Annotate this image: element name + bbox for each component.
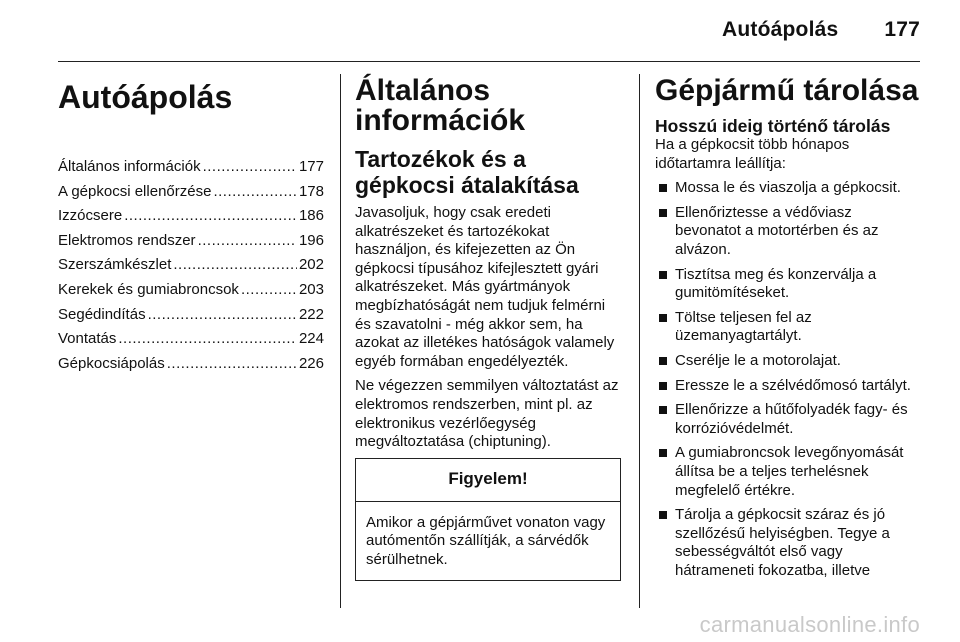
list-item-text: A gumiabroncsok levegőnyomását állítsa be a teljes terhelésnek megfelelő értékre. bbox=[675, 444, 904, 499]
toc-entry-page: 226 bbox=[298, 354, 324, 372]
toc-entry[interactable] bbox=[58, 232, 324, 257]
toc-leader bbox=[213, 183, 297, 200]
bullet-icon bbox=[659, 406, 667, 414]
subsection-title: Hosszú ideig történő tárolás bbox=[655, 116, 891, 136]
bullet-icon bbox=[659, 357, 667, 365]
bullet-icon bbox=[659, 511, 667, 519]
header-divider bbox=[58, 61, 920, 62]
header-section-title: Autóápolás bbox=[722, 18, 839, 41]
warning-title: Figyelem! bbox=[356, 459, 620, 502]
list-item bbox=[655, 444, 920, 500]
toc-entry-page: 203 bbox=[298, 280, 324, 298]
page-header bbox=[722, 18, 920, 42]
list-item-text: Tárolja a gépkocsit száraz és jó szellőzésű helyiségben. Tegye a sebességváltót első vagy hátrameneti fokozatba, illetve bbox=[675, 506, 890, 579]
bullet-icon bbox=[659, 184, 667, 192]
toc-entry[interactable] bbox=[58, 256, 324, 281]
paragraph: Ne végezzen semmilyen változtatást az elektromos rendszerben, mint pl. az elektronikus vezérlőegység megváltoztatása (chiptuning). bbox=[355, 377, 619, 451]
warning-box bbox=[355, 458, 621, 581]
toc-entry-page: 186 bbox=[298, 207, 324, 225]
toc-entry-label: Kerekek és gumiabroncsok bbox=[58, 280, 239, 298]
toc-leader bbox=[124, 207, 297, 224]
toc-entry-label: Általános információk bbox=[58, 158, 201, 175]
list-item-text: Tisztítsa meg és konzerválja a gumitömítéseket. bbox=[675, 265, 877, 302]
warning-text: Amikor a gépjárművet vonaton vagy autómentőn szállítják, a sárvédők sérülhetnek. bbox=[366, 513, 606, 568]
list-item-text: Mossa le és viaszolja a gépkocsit. bbox=[675, 179, 901, 197]
list-item-text: Ellenőrizze a hűtőfolyadék fagy- és korrózióvédelmét. bbox=[675, 401, 908, 437]
toc-entry-page: 222 bbox=[298, 305, 324, 323]
toc-entry-label: Szerszámkészlet bbox=[58, 256, 172, 274]
list-item-text: Ellenőriztesse a védőviasz bevonatot a motortérben és az alvázon. bbox=[675, 203, 879, 258]
bullet-icon bbox=[659, 314, 667, 322]
toc-leader bbox=[148, 306, 297, 323]
bullet-icon bbox=[659, 271, 667, 279]
toc-entry[interactable] bbox=[58, 306, 324, 331]
paragraph: Javasoljuk, hogy csak eredeti alkatrészeket és tartozékokat használjon, és kifejezetten az Ön gépkocsi típusához kifejlesztett gyári alkatrészeket. Más gyártmányok megbízhatóságát nem tudjuk felmérni és szavatolni - még akkor sem, ha azokat az illetékes hatóságok valamely egyéb formában engedélyezték. bbox=[355, 204, 615, 370]
list-item bbox=[655, 401, 920, 438]
list-item-text: Töltse teljesen fel az üzemanyagtartályt. bbox=[675, 308, 812, 345]
toc-entry-page: 177 bbox=[298, 158, 324, 175]
toc-entry[interactable] bbox=[58, 355, 324, 380]
paragraph: Ha a gépkocsit több hónapos időtartamra leállítja: bbox=[655, 136, 850, 172]
table-of-contents bbox=[58, 158, 324, 379]
toc-entry-page: 202 bbox=[298, 256, 324, 274]
toc-leader bbox=[118, 330, 297, 347]
list-item bbox=[655, 309, 920, 346]
toc-entry-label: A gépkocsi ellenőrzése bbox=[58, 182, 212, 200]
bullet-icon bbox=[659, 209, 667, 217]
list-item bbox=[655, 266, 920, 303]
chapter-title: Autóápolás bbox=[58, 79, 233, 115]
toc-entry[interactable] bbox=[58, 281, 324, 306]
toc-entry[interactable] bbox=[58, 207, 324, 232]
site-watermark: carmanualsonline.info bbox=[699, 612, 920, 637]
section-title: Gépjármű tárolása bbox=[655, 74, 919, 107]
toc-entry-page: 178 bbox=[298, 182, 324, 200]
toc-leader bbox=[173, 256, 297, 273]
toc-leader bbox=[241, 281, 297, 298]
list-item-text: Cserélje le a motorolajat. bbox=[675, 351, 841, 369]
list-item bbox=[655, 377, 920, 396]
bullet-icon bbox=[659, 449, 667, 457]
section-title: Általános információk bbox=[355, 74, 526, 137]
list-item bbox=[655, 352, 920, 371]
toc-entry-label: Elektromos rendszer bbox=[58, 231, 196, 249]
toc-entry[interactable] bbox=[58, 183, 324, 208]
toc-entry-label: Segédindítás bbox=[58, 305, 146, 323]
toc-entry[interactable] bbox=[58, 330, 324, 355]
toc-entry-label: Gépkocsiápolás bbox=[58, 354, 165, 372]
header-page-number: 177 bbox=[884, 18, 920, 41]
toc-leader bbox=[167, 355, 297, 372]
bullet-icon bbox=[659, 382, 667, 390]
list-item bbox=[655, 179, 920, 198]
column-divider-2 bbox=[639, 74, 640, 608]
list-item-text: Eressze le a szélvédőmosó tartályt. bbox=[675, 376, 911, 394]
toc-leader bbox=[203, 158, 297, 175]
toc-entry-label: Vontatás bbox=[58, 330, 117, 348]
list-item bbox=[655, 506, 920, 580]
column-general-info bbox=[355, 76, 621, 581]
toc-entry[interactable] bbox=[58, 158, 324, 183]
column-storage bbox=[655, 76, 920, 586]
column-contents bbox=[58, 76, 324, 379]
subsection-title: Tartozékok és a gépkocsi átalakítása bbox=[355, 146, 579, 198]
toc-entry-page: 196 bbox=[298, 231, 324, 249]
toc-entry-label: Izzócsere bbox=[58, 207, 123, 225]
list-item bbox=[655, 204, 920, 260]
toc-entry-page: 224 bbox=[298, 330, 324, 348]
toc-leader bbox=[198, 232, 297, 249]
storage-checklist bbox=[655, 179, 920, 580]
column-divider-1 bbox=[340, 74, 341, 608]
